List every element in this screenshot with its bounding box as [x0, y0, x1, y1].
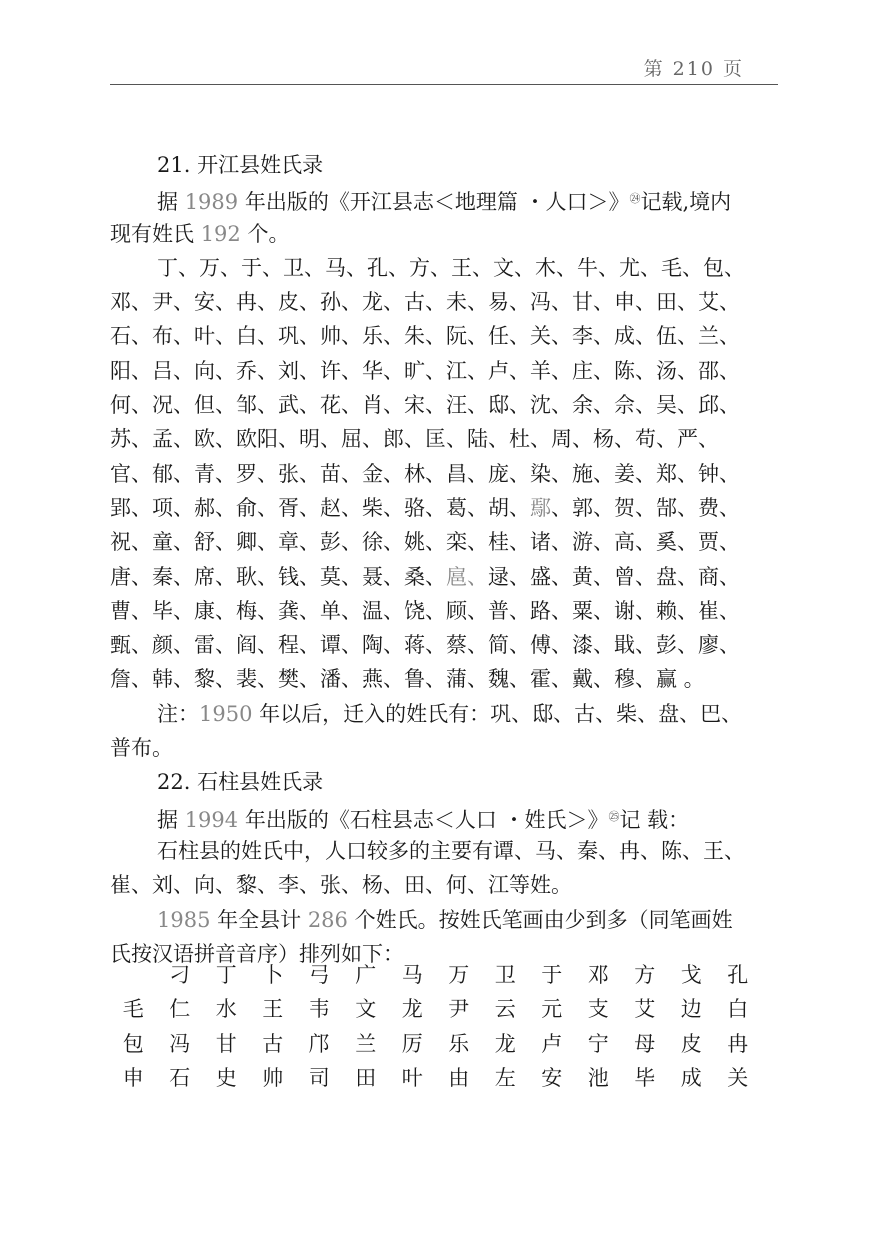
surname-grid-row — [110, 1027, 778, 1061]
surname-cell: 尹 — [448, 997, 470, 1022]
surname-cell: 边 — [680, 997, 702, 1022]
text: 年全县计 — [210, 907, 308, 932]
text: 逯、盛、黄、曾、盘、商、 — [488, 564, 740, 589]
surname-row: 石、布、叶、白、巩、帅、乐、朱、阮、任、关、李、成、伍、兰、 — [110, 324, 740, 349]
text: 郢、项、郝、俞、胥、赵、柴、骆、葛、胡、 — [110, 495, 530, 520]
surname-cell: 马 — [401, 963, 423, 987]
count: 286 — [307, 907, 348, 932]
surname-cell: 广 — [355, 963, 377, 987]
surname-cell: 成 — [680, 1065, 702, 1090]
surname-cell: 邝 — [308, 1031, 330, 1056]
surname-row: 邓、尹、安、冉、皮、孙、龙、古、未、易、冯、甘、申、田、艾、 — [110, 290, 740, 315]
text: 年以后，迁入的姓氏有：巩、邸、古、柴、盘、巴、 — [252, 701, 743, 726]
text: 据 — [157, 807, 185, 832]
surname-cell: 卫 — [494, 963, 516, 987]
surname-cell: 文 — [355, 997, 377, 1022]
surname-cell: 王 — [262, 997, 284, 1022]
surname-cell: 云 — [494, 997, 516, 1022]
text: 现有姓氏 — [110, 221, 201, 246]
surname-cell: 白 — [727, 997, 749, 1022]
surname-cell: 卜 — [262, 963, 284, 987]
surname-cell: 母 — [634, 1031, 656, 1056]
surname-row: 官、郁、青、罗、张、苗、金、林、昌、庞、染、施、姜、郑、钟、 — [110, 461, 740, 486]
surname-cell: 韦 — [308, 997, 330, 1022]
surname-cell: 艾 — [634, 997, 656, 1022]
surname-cell: 丁 — [215, 963, 237, 987]
document-body — [110, 148, 778, 971]
text: 注： — [157, 701, 199, 726]
text: 个姓氏。按姓氏笔画由少到多（同笔画姓 — [347, 907, 733, 932]
surname-row: 何、况、但、邹、武、花、肖、宋、汪、邸、沈、余、佘、吴、邱、 — [110, 393, 740, 418]
surname-cell: 兰 — [355, 1031, 377, 1056]
text: 记 载： — [619, 807, 690, 832]
footnote-marker: ㉕ — [608, 809, 620, 823]
surname-cell: 冉 — [727, 1031, 749, 1056]
section-21-intro-line2 — [110, 217, 778, 251]
paragraph-line: 崔、刘、向、黎、李、张、杨、田、何、江等姓。 — [110, 873, 572, 898]
surname-row: 甄、颜、雷、阎、程、谭、陶、蒋、蔡、简、傅、漆、戢、彭、廖、 — [110, 633, 740, 658]
note-line1 — [110, 697, 778, 731]
surname-cell: 甘 — [215, 1031, 237, 1056]
surname-cell: 弓 — [308, 963, 330, 987]
footnote-marker: ㉔ — [629, 192, 641, 206]
faded-char: 扈、 — [446, 564, 488, 589]
year: 1950 — [199, 701, 253, 726]
surname-row: 祝、童、舒、卿、章、彭、徐、姚、栾、桂、诸、游、高、奚、贾、 — [110, 530, 740, 555]
surname-cell: 龙 — [494, 1031, 516, 1056]
text: 、郭、贺、郜、费、 — [551, 495, 740, 520]
surname-cell: 乐 — [448, 1031, 470, 1056]
section-21-intro-line1 — [110, 182, 778, 216]
surname-cell: 龙 — [401, 997, 423, 1022]
surname-cell: 池 — [587, 1065, 609, 1090]
surname-row — [110, 491, 778, 525]
faded-char: 鄢 — [530, 495, 551, 520]
surname-cell: 左 — [494, 1065, 516, 1090]
year: 1994 — [184, 807, 239, 832]
surname-cell: 史 — [215, 1065, 237, 1090]
section-21-title: 21. 开江县姓氏录 — [157, 153, 324, 177]
surname-cell: 孔 — [727, 963, 749, 987]
paragraph-line — [110, 903, 778, 937]
text: 记载,境内 — [640, 190, 732, 215]
section-22-title: 22. 石柱县姓氏录 — [157, 770, 324, 795]
surname-cell: 元 — [541, 997, 563, 1022]
surname-cell: 安 — [541, 1065, 563, 1090]
surname-cell: 关 — [727, 1065, 749, 1090]
text: 年出版的《开江县志＜地理篇 ・人口＞》 — [238, 190, 630, 215]
surname-cell: 宁 — [587, 1031, 609, 1056]
surname-cell: 由 — [448, 1065, 470, 1090]
count: 192 — [200, 221, 241, 246]
surname-cell: 万 — [448, 963, 470, 987]
surname-cell: 冯 — [169, 1031, 191, 1056]
surname-cell: 戈 — [680, 963, 702, 987]
section-22-intro — [110, 800, 778, 834]
surname-cell: 仁 — [169, 997, 191, 1022]
surname-row — [110, 560, 778, 594]
surname-grid-row — [110, 958, 778, 992]
note-line2: 普布。 — [110, 736, 173, 761]
paragraph-line: 氏按汉语拼音音序）排列如下： — [110, 941, 404, 966]
surname-row: 苏、孟、欧、欧阳、明、屈、郎、匡、陆、杜、周、杨、苟、严、 — [110, 427, 719, 452]
surname-cell: 申 — [122, 1065, 144, 1090]
surname-cell: 支 — [587, 997, 609, 1022]
surname-cell: 水 — [215, 997, 237, 1022]
year: 1989 — [184, 190, 239, 215]
surname-row: 曹、毕、康、梅、龚、单、温、饶、顾、普、路、粟、谢、赖、崔、 — [110, 598, 740, 623]
paragraph-line: 石柱县的姓氏中，人口较多的主要有谭、马、秦、冉、陈、王、 — [157, 838, 745, 863]
surname-cell: 毕 — [634, 1065, 656, 1090]
surname-cell: 田 — [355, 1065, 377, 1090]
surname-grid-row — [110, 1061, 778, 1095]
surname-row: 阳、吕、向、乔、刘、许、华、旷、江、卢、羊、庄、陈、汤、邵、 — [110, 358, 740, 383]
surname-grid — [110, 958, 778, 1095]
surname-cell: 叶 — [401, 1065, 423, 1090]
surname-grid-row — [110, 992, 778, 1026]
surname-cell: 卢 — [541, 1031, 563, 1056]
surname-cell: 皮 — [680, 1031, 702, 1056]
text: 个。 — [240, 221, 290, 246]
surname-cell: 包 — [122, 1031, 144, 1056]
surname-cell: 古 — [262, 1031, 284, 1056]
page-header — [110, 50, 778, 85]
surname-cell — [110, 958, 157, 992]
year: 1985 — [157, 907, 211, 932]
surname-cell: 司 — [308, 1065, 330, 1090]
text: 年出版的《石柱县志＜人口 ・姓氏＞》 — [238, 807, 609, 832]
text: 据 — [157, 190, 185, 215]
surname-row: 詹、韩、黎、裴、樊、潘、燕、鲁、蒲、魏、霍、戴、穆、赢 。 — [110, 667, 705, 692]
surname-cell: 刁 — [169, 963, 191, 987]
surname-cell: 帅 — [262, 1065, 284, 1090]
page-number: 第 210 页 — [643, 58, 744, 80]
surname-row: 丁、万、于、卫、马、孔、方、王、文、木、牛、尤、毛、包、 — [157, 255, 745, 280]
surname-cell: 方 — [634, 963, 656, 987]
surname-cell: 毛 — [122, 997, 144, 1022]
surname-cell: 于 — [541, 963, 563, 987]
surname-cell: 厉 — [401, 1031, 423, 1056]
text: 唐、秦、席、耿、钱、莫、聂、桑、 — [110, 564, 446, 589]
surname-cell: 石 — [169, 1065, 191, 1090]
surname-cell: 邓 — [587, 963, 609, 987]
